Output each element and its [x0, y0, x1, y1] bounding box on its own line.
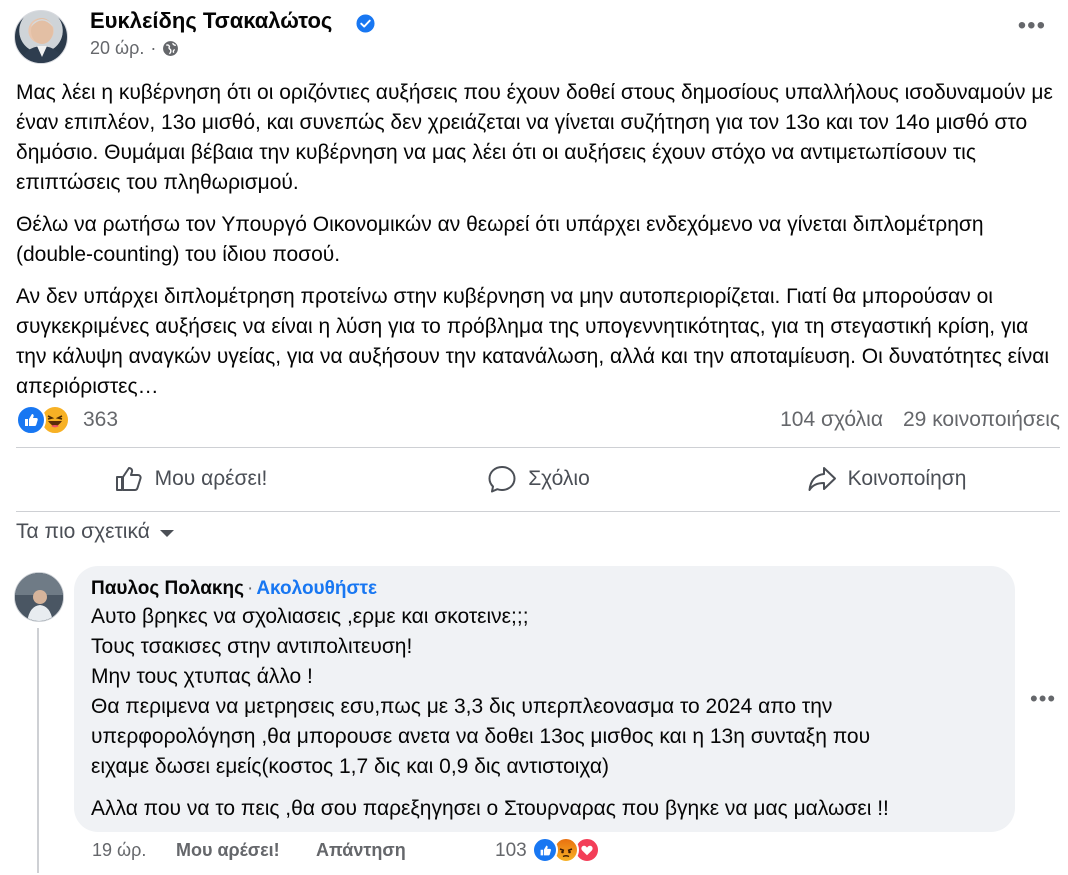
reactions-row [16, 403, 1060, 437]
comment-icon [486, 463, 518, 495]
reaction-icons[interactable] [16, 405, 70, 435]
post-stats [780, 408, 1060, 432]
comment-label: Σχόλιο [528, 467, 590, 490]
like-icon [16, 405, 46, 435]
post-meta [90, 38, 179, 59]
commenter-photo-icon [15, 573, 64, 622]
comment-line: Αυτο βρηκες να σχολιασεις ,ερμε και σκοτεινε;;; [91, 605, 529, 628]
author-name[interactable]: Ευκλείδης Τσακαλώτος [90, 8, 333, 33]
paragraph-gap [91, 782, 998, 794]
like-button[interactable] [16, 448, 364, 510]
comment-line: ειχαμε δωσει εμείς(κοστος 1,7 δις και 0,9 δις αντιστοιχα) [91, 755, 610, 778]
like-icon [532, 837, 558, 863]
share-label: Κοινοποίηση [847, 467, 967, 490]
commenter-avatar[interactable] [14, 572, 64, 622]
reaction-count[interactable]: 363 [83, 408, 119, 431]
comment-like-button[interactable]: Μου αρέσει! [176, 840, 280, 860]
shares-count[interactable]: 29 κοινοποιήσεις [903, 408, 1060, 431]
author-avatar[interactable] [14, 10, 68, 64]
more-options-icon[interactable]: ••• [1017, 12, 1046, 39]
post-time[interactable]: 20 ώρ. [90, 38, 145, 58]
comment-time[interactable]: 19 ώρ. [92, 840, 147, 860]
comment-line: υπερφορολόγηση ,θα μπορουσε ανετα να δοθει 13ος μισθος και η 13η συνταξη που [91, 725, 871, 748]
post-header [14, 8, 1068, 64]
comment-line: Θα περιμενα να μετρησεις εσυ,πως με 3,3 δις υπερπλεονασμα το 2024 απο την [91, 695, 833, 718]
caret-down-icon [160, 530, 174, 537]
share-icon [806, 463, 838, 495]
comment-footer [92, 840, 527, 861]
comment-reaction-icons[interactable] [532, 837, 600, 863]
author-photo-icon [15, 11, 68, 64]
sort-label: Τα πιο σχετικά [16, 520, 150, 543]
share-button[interactable] [712, 448, 1060, 510]
post-text [16, 78, 1056, 414]
comment-line: Τους τσακισες στην αντιπολιτευση! [91, 635, 413, 658]
comment-reply-button[interactable]: Απάντηση [316, 840, 406, 860]
divider [16, 511, 1060, 512]
follow-button[interactable]: Ακολουθήστε [256, 578, 377, 599]
post-paragraph: Αν δεν υπάρχει διπλομέτρηση προτείνω στην κυβέρνηση να μην αυτοπεριορίζεται. Γιατί θα μπορούσαν οι συγκεκριμένες αυξήσεις να είναι η λύση για το πρόβλημα της υπογεννητικότητας, για τη στεγαστική κρίση, για την κάλυψη αναγκών υγείας, για να αυξήσουν την κατανάλωση, αλλά και την αποταμίευση. Οι δυνατότητες είναι απεριόριστες… [16, 285, 1050, 398]
commenter-name[interactable]: Παυλος Πολακης [91, 578, 244, 599]
globe-icon [162, 40, 179, 57]
comment-line: Αλλα που να το πεις ,θα σου παρεξηγησει ο Στουρναρας που βγηκε να μας μαλωσει !! [91, 797, 889, 820]
comment-reaction-count[interactable]: 103 [495, 840, 527, 861]
comment-button[interactable] [364, 448, 712, 510]
comment-more-options-icon[interactable]: ••• [1030, 686, 1057, 711]
header-separator: · [246, 578, 254, 599]
verified-badge-icon [356, 14, 375, 33]
comments-count[interactable]: 104 σχόλια [780, 408, 883, 431]
thumbs-up-icon [113, 463, 145, 495]
post-paragraph: Μας λέει η κυβέρνηση ότι οι οριζόντιες αυξήσεις που έχουν δοθεί στους δημοσίους υπαλλήλους ισοδυναμούν με έναν επιπλέον, 13ο μισθό, και συνεπώς δεν χρειάζεται να γίνεται συζήτηση για τον 13ο και τον 14ο μισθό στο δημόσιο. Θυμάμαι βέβαια την κυβέρνηση να μας λέει ότι οι αυξήσεις έχουν στόχο να αντιμετωπίσουν τις επιπτώσεις του πληθωρισμού. [16, 81, 1053, 194]
post-paragraph: Θέλω να ρωτήσω τον Υπουργό Οικονομικών αν θεωρεί ότι υπάρχει ενδεχόμενο να γίνεται διπλομέτρηση (double-counting) του ίδιου ποσού. [16, 213, 984, 266]
like-label: Μου αρέσει! [154, 467, 268, 490]
comment-header [91, 576, 998, 602]
comment-line: Μην τους χτυπας άλλο ! [91, 665, 313, 688]
comment-bubble [74, 566, 1015, 832]
thread-line [37, 628, 39, 873]
meta-separator: · [150, 38, 157, 58]
action-bar [16, 448, 1060, 510]
comment-sort-dropdown[interactable] [16, 520, 174, 544]
